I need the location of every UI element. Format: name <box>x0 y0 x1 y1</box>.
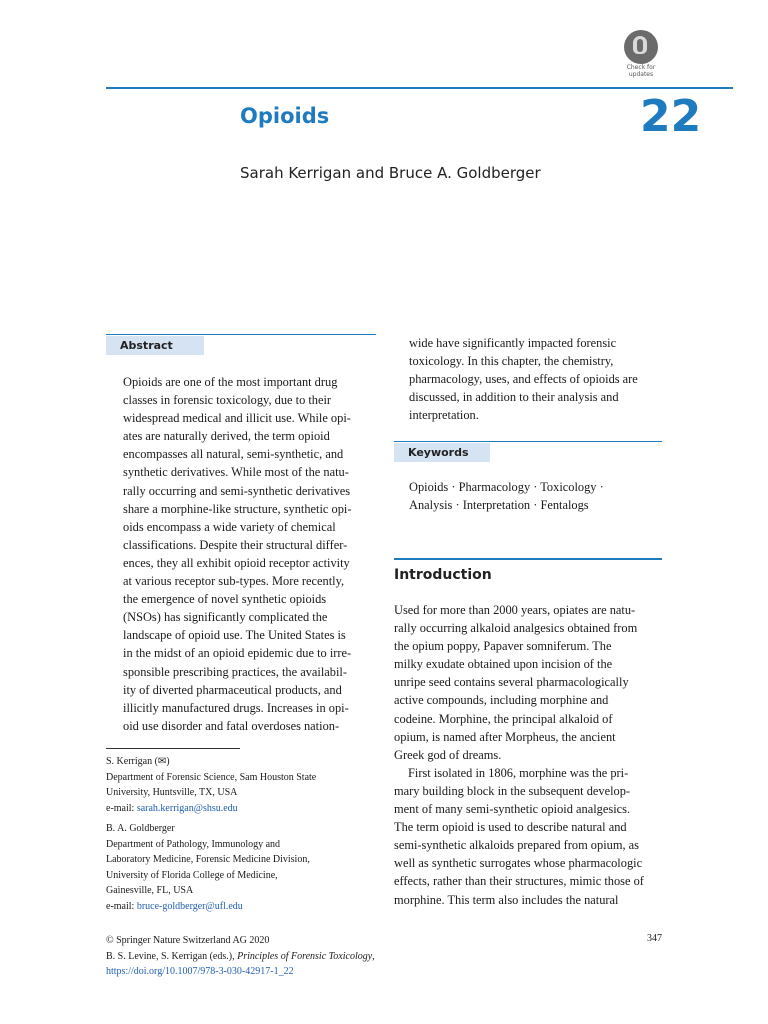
abstract-line: encompasses all natural, semi-synthetic, and <box>123 447 344 462</box>
doi-link[interactable]: https://doi.org/10.1007/978-3-030-42917-1_22 <box>106 966 294 977</box>
intro-line: opium, is named after Morpheus, the ancient <box>394 729 616 744</box>
abstract-line: (NSOs) has significantly complicated the <box>123 610 328 625</box>
intro-line: codeine. Morphine, the principal alkaloid of <box>394 711 613 726</box>
author2-affil-line: Department of Pathology, Immunology and <box>106 838 281 850</box>
chapter-number: 22 <box>640 91 702 142</box>
intro-line: First isolated in 1806, morphine was the pri- <box>408 765 629 780</box>
check-for-updates-badge[interactable] <box>620 30 662 76</box>
page-footer <box>106 933 662 980</box>
footnote-rule <box>106 748 240 749</box>
intro-line: Greek god of dreams. <box>394 747 502 762</box>
abstract-line: the emergence of novel synthetic opioids <box>123 592 327 607</box>
abstract-line: pharmacology, uses, and effects of opioids are <box>409 372 638 387</box>
abstract-line: ences, they all exhibit opioid receptor activity <box>123 555 350 570</box>
chapter-authors: Sarah Kerrigan and Bruce A. Goldberger <box>240 164 541 182</box>
citation: B. S. Levine, S. Kerrigan (eds.), Principles of Forensic Toxicology, <box>106 950 375 962</box>
author1-affil-line: Department of Forensic Science, Sam Houston State <box>106 771 317 783</box>
author1-email-label: e-mail: <box>106 802 137 814</box>
abstract-line: discussed, in addition to their analysis and <box>409 390 619 405</box>
abstract-line: oid use disorder and fatal overdoses nation- <box>123 718 340 733</box>
author1-email-link[interactable]: sarah.kerrigan@shsu.edu <box>136 802 238 814</box>
abstract-line: wide have significantly impacted forensic <box>409 336 617 350</box>
book-title: Principles of Forensic Toxicology <box>237 950 373 962</box>
chapter-title: Opioids <box>240 104 330 128</box>
page-number: 347 <box>647 933 662 944</box>
abstract-line: rally occurring and semi-synthetic derivatives <box>123 483 351 498</box>
keywords-body <box>409 478 662 514</box>
intro-line: active compounds, including morphine and <box>394 693 609 708</box>
copyright: © Springer Nature Switzerland AG 2020 <box>106 935 270 946</box>
abstract-line: landscape of opioid use. The United States is <box>123 628 346 643</box>
affiliation-1 <box>106 754 376 816</box>
introduction-rule <box>394 558 662 560</box>
abstract-body <box>123 373 377 735</box>
author2-affil-line: University of Florida College of Medicine, <box>106 869 278 881</box>
abstract-line: classifications. Despite their structural differ- <box>123 537 348 552</box>
introduction-body <box>394 601 662 909</box>
abstract-line: widespread medical and illicit use. While opi- <box>123 411 351 426</box>
abstract-line: ates are naturally derived, the term opioid <box>123 429 330 444</box>
intro-line: mary building block in the subsequent develop- <box>394 783 631 798</box>
abstract-line: toxicology. In this chapter, the chemistry, <box>409 354 614 369</box>
author2-affil-line: Laboratory Medicine, Forensic Medicine Division, <box>106 854 310 865</box>
intro-line: Used for more than 2000 years, opiates are natu- <box>394 603 636 617</box>
keywords-rule <box>394 441 662 442</box>
intro-line: unripe seed contains several pharmacologically <box>394 675 629 690</box>
abstract-line: illicitly manufactured drugs. Increases in opi- <box>123 700 349 715</box>
abstract-line: synthetic derivatives. While most of the natu- <box>123 465 349 480</box>
keywords-line: Analysis · Interpretation · Fentalogs <box>409 498 589 513</box>
keywords-heading: Keywords <box>394 443 490 462</box>
intro-line: ment of many semi-synthetic opioid analgesics. <box>394 802 631 817</box>
intro-line: well as synthetic surrogates whose pharmacologic <box>394 856 643 871</box>
introduction-heading: Introduction <box>394 567 492 583</box>
intro-line: semi-synthetic alkaloids prepared from opium, as <box>394 838 639 853</box>
intro-line: the opium poppy, Papaver somniferum. The <box>394 639 612 654</box>
abstract-heading: Abstract <box>106 336 204 355</box>
bookmark-icon <box>624 30 658 64</box>
top-rule <box>106 87 733 89</box>
abstract-continued <box>409 334 662 424</box>
badge-label-1: Check for <box>626 64 656 71</box>
abstract-line: in the midst of an opioid epidemic due to irre- <box>123 646 352 661</box>
abstract-line: classes in forensic toxicology, due to their <box>123 393 332 408</box>
intro-line: rally occurring alkaloid analgesics obtained from <box>394 621 638 636</box>
author2-email-label: e-mail: <box>106 900 137 912</box>
abstract-line: at various receptor sub-types. More recently, <box>123 574 345 589</box>
abstract-line: ity of diverted pharmaceutical products, and <box>123 682 342 697</box>
badge-label-2: updates <box>628 71 654 78</box>
intro-line: morphine. This term also includes the natural <box>394 892 619 907</box>
intro-line: milky exudate obtained upon incision of the <box>394 657 613 672</box>
author2-name: B. A. Goldberger <box>106 823 175 834</box>
abstract-line: interpretation. <box>409 408 479 423</box>
author2-affil-line: Gainesville, FL, USA <box>106 885 194 896</box>
author2-email-link[interactable]: bruce-goldberger@ufl.edu <box>136 900 243 912</box>
abstract-rule <box>106 334 376 335</box>
abstract-line: sponsible prescribing practices, the availabil- <box>123 664 347 679</box>
abstract-line: oids encompass a wide variety of chemical <box>123 519 336 534</box>
affiliation-2 <box>106 821 376 914</box>
author1-affil-line: University, Huntsville, TX, USA <box>106 787 238 798</box>
abstract-line: Opioids are one of the most important drug <box>123 375 338 389</box>
abstract-line: share a morphine-like structure, synthetic opi- <box>123 501 352 516</box>
keywords-line: Opioids · Pharmacology · Toxicology · <box>409 480 604 494</box>
intro-line: The term opioid is used to describe natural and <box>394 820 627 835</box>
intro-line: effects, rather than their structures, mimic those of <box>394 874 644 889</box>
author1-name: S. Kerrigan (✉) <box>106 756 170 767</box>
